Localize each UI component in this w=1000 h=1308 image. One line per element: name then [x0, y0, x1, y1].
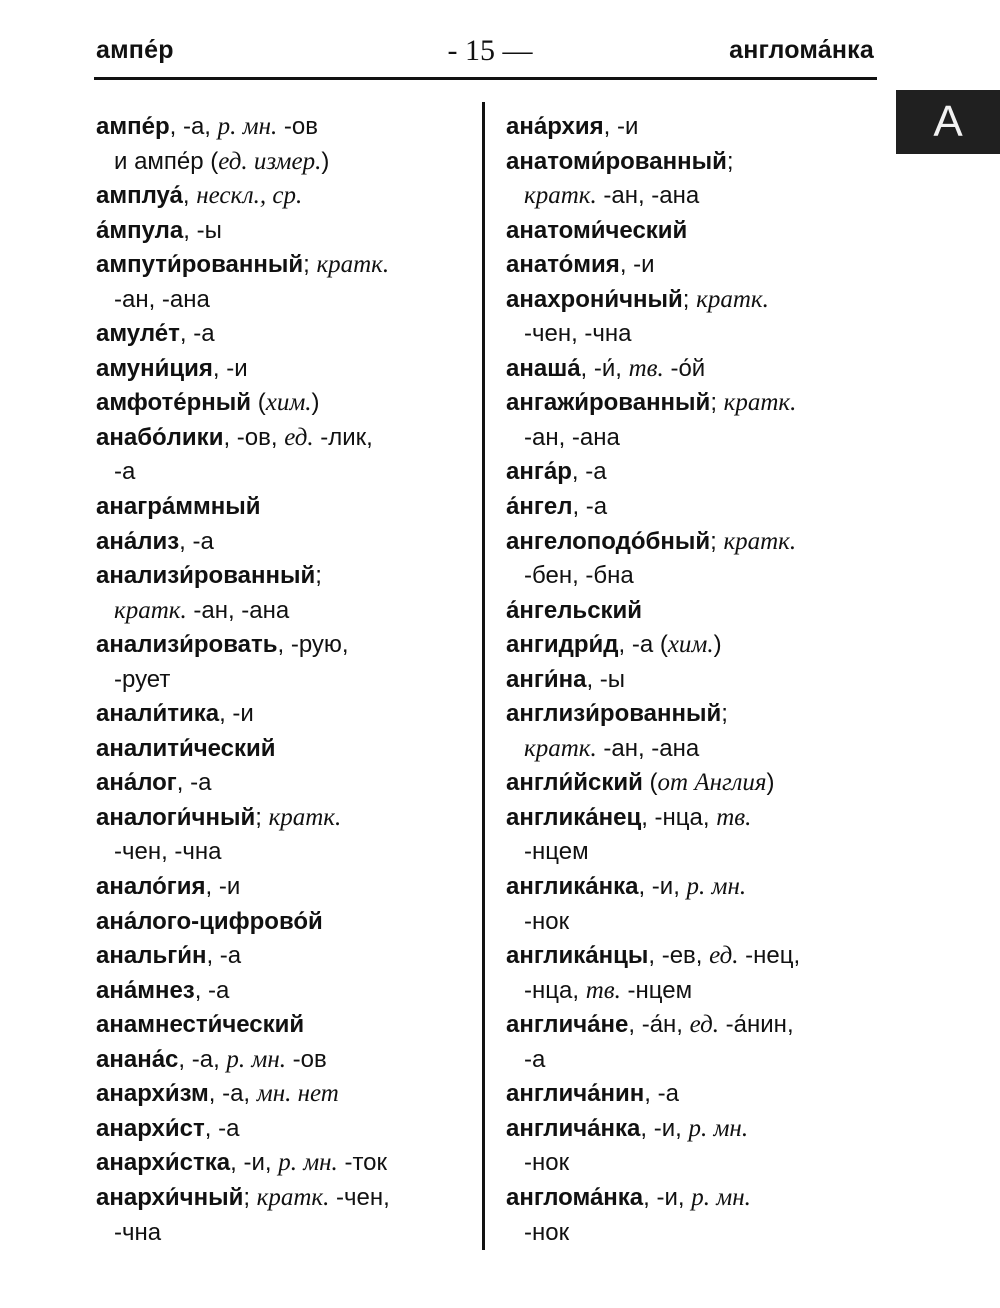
- entry-headword: амуни́ция: [96, 354, 213, 382]
- entry-text: ;: [243, 1183, 257, 1211]
- entry-label-italic: мн. нет: [256, 1080, 339, 1108]
- entry-headword: ангажи́рованный: [506, 389, 711, 417]
- entry-label-italic: р. мн.: [226, 1045, 287, 1073]
- entry-headword: анархи́стка: [96, 1149, 231, 1177]
- dictionary-entry: [96, 1112, 476, 1147]
- entry-continuation: [506, 179, 886, 214]
- entry-headword: анализи́рованный: [96, 562, 316, 590]
- entry-label-italic: кратк.: [268, 803, 342, 831]
- entry-text: , -а,: [208, 1080, 257, 1108]
- entry-text: -нец,: [738, 942, 801, 970]
- entry-headword: ампе́р: [96, 113, 170, 140]
- entry-text: -чен,: [329, 1183, 390, 1211]
- entry-text: ;: [682, 285, 697, 313]
- dictionary-entry: [506, 939, 886, 974]
- entry-text: -ан, -ана: [114, 285, 210, 313]
- dictionary-entry: [506, 697, 886, 732]
- entry-continuation: [506, 905, 886, 940]
- entry-grammar: [230, 1149, 387, 1176]
- dictionary-entry: [506, 248, 886, 283]
- dictionary-entry: [96, 1077, 476, 1112]
- entry-text: (: [642, 769, 658, 797]
- entry-continuation: [96, 145, 476, 180]
- dictionary-entry: [96, 490, 476, 525]
- entry-text: ;: [710, 527, 724, 555]
- dictionary-entry: [96, 628, 476, 663]
- entry-text: , -и: [205, 873, 241, 901]
- dictionary-entry: [506, 455, 886, 490]
- entry-label-italic: тв.: [716, 803, 752, 831]
- entry-headword: анабо́лики: [96, 423, 224, 451]
- dictionary-entry: [96, 939, 476, 974]
- entry-grammar: [524, 908, 569, 935]
- entry-label-italic: ед.: [284, 423, 314, 451]
- dictionary-entry: [506, 1008, 886, 1043]
- entry-text: , -а: [571, 458, 607, 486]
- entry-grammar: [219, 700, 254, 727]
- entry-text: -нок: [524, 1149, 570, 1177]
- dictionary-entry: [96, 559, 476, 594]
- entry-label-italic: ед.: [709, 942, 739, 970]
- running-head-first-word: ампе́р: [96, 36, 174, 64]
- right-column: [506, 110, 886, 1250]
- entry-label-italic: кратк.: [316, 251, 390, 279]
- entry-label-italic: кратк.: [524, 734, 597, 762]
- entry-label-italic: тв.: [585, 976, 621, 1004]
- entry-headword: амуле́т: [96, 320, 180, 348]
- entry-text: -а: [114, 458, 136, 486]
- entry-text: , -а́н,: [628, 1011, 690, 1039]
- entry-grammar: [524, 1046, 545, 1073]
- entry-text: ;: [255, 803, 269, 831]
- entry-label-italic: ед.: [689, 1011, 720, 1039]
- entry-label-italic: р. мн.: [217, 113, 278, 140]
- entry-grammar: [524, 1149, 569, 1176]
- dictionary-entry: [506, 801, 886, 836]
- entry-headword: анали́тика: [96, 700, 220, 728]
- entry-text: -нцем: [620, 976, 693, 1004]
- entry-text: , -а,: [178, 1045, 227, 1073]
- entry-grammar: [524, 424, 620, 451]
- entry-text: , -а: [572, 493, 608, 521]
- entry-text: , -и: [212, 354, 248, 382]
- entry-grammar: [178, 1046, 326, 1073]
- entry-text: -а: [524, 1045, 546, 1073]
- entry-text: , -а,: [169, 113, 218, 140]
- entry-text: -чен, -чна: [524, 320, 632, 348]
- entry-grammar: [524, 977, 692, 1004]
- dictionary-entry: [96, 732, 476, 767]
- entry-headword: анахрони́чный: [506, 285, 683, 313]
- dictionary-entry: [506, 214, 886, 249]
- entry-grammar: [524, 735, 699, 762]
- entry-text: , -ы: [183, 216, 222, 244]
- dictionary-entry: [96, 248, 476, 283]
- entry-headword: анато́мия: [506, 251, 620, 279]
- entry-grammar: [618, 631, 721, 658]
- entry-text: -бен, -бна: [524, 562, 634, 590]
- page-number-dash-right: —: [502, 34, 533, 67]
- entry-grammar: [114, 838, 222, 865]
- entry-text: , -а: [204, 1114, 240, 1142]
- dictionary-entry: [506, 283, 886, 318]
- entry-text: -ток: [337, 1149, 388, 1177]
- entry-grammar: [721, 700, 728, 727]
- dictionary-entry: [96, 179, 476, 214]
- entry-grammar: [278, 631, 349, 658]
- column-divider: [482, 102, 485, 1250]
- entry-headword: ампути́рованный: [96, 251, 304, 279]
- dictionary-entry: [506, 1112, 886, 1147]
- entry-headword: амплуа́: [96, 182, 183, 210]
- entry-grammar: [628, 1011, 793, 1038]
- entry-text: , -и,: [638, 873, 687, 901]
- entry-grammar: [205, 1115, 240, 1142]
- dictionary-entry: [96, 801, 476, 836]
- entry-continuation: [96, 283, 476, 318]
- entry-continuation: [96, 835, 476, 870]
- entry-grammar: [710, 528, 796, 555]
- entry-label-italic: кратк.: [723, 527, 797, 555]
- entry-text: -рует: [114, 665, 171, 693]
- entry-label-italic: нескл., ср.: [196, 182, 303, 210]
- dictionary-entry: [96, 870, 476, 905]
- entry-text: , -а: [194, 976, 230, 1004]
- entry-text: -нок: [524, 1218, 570, 1246]
- entry-grammar: [604, 113, 639, 140]
- entry-grammar: [638, 873, 746, 900]
- dictionary-entry: [506, 594, 886, 629]
- entry-grammar: [114, 666, 170, 693]
- entry-headword: а́нгел: [506, 493, 573, 521]
- entry-headword: ана́лого-цифрово́й: [96, 907, 323, 935]
- entry-headword: ана́мнез: [96, 976, 195, 1004]
- entry-headword: анатоми́ческий: [506, 216, 688, 244]
- dictionary-entry: [96, 317, 476, 352]
- dictionary-entry: [96, 214, 476, 249]
- entry-label-italic: кратк.: [696, 285, 769, 313]
- header-rule: [94, 77, 877, 80]
- entry-text: , -и,: [230, 1149, 279, 1177]
- entry-grammar: [114, 1219, 161, 1246]
- entry-text: , -и: [603, 113, 639, 140]
- entry-headword: а́мпула: [96, 216, 184, 244]
- entry-headword: анагра́ммный: [96, 493, 261, 521]
- entry-text: -нок: [524, 907, 570, 935]
- entry-text: ): [713, 631, 722, 659]
- entry-label-italic: хим.: [667, 631, 714, 659]
- entry-grammar: [183, 217, 222, 244]
- entry-label-italic: тв.: [628, 354, 664, 382]
- entry-text: ;: [303, 251, 317, 279]
- entry-headword: ана́лиз: [96, 527, 180, 555]
- dictionary-entry: [96, 766, 476, 801]
- entry-label-italic: от Англия: [657, 769, 767, 797]
- entry-continuation: [506, 974, 886, 1009]
- entry-text: ,: [182, 182, 197, 210]
- entry-text: и ампе́р (: [114, 147, 219, 175]
- entry-continuation: [506, 317, 886, 352]
- entry-text: , -и: [619, 251, 655, 279]
- entry-grammar: [572, 458, 607, 485]
- dictionary-entry: [96, 974, 476, 1009]
- entry-grammar: [303, 251, 389, 278]
- entry-text: ): [766, 769, 775, 797]
- entry-grammar: [586, 666, 625, 693]
- entry-text: , -ы: [586, 665, 626, 693]
- entry-grammar: [114, 286, 210, 313]
- dictionary-entry: [96, 421, 476, 456]
- entry-continuation: [96, 594, 476, 629]
- entry-label-italic: р. мн.: [278, 1149, 338, 1177]
- entry-label-italic: р. мн.: [691, 1183, 751, 1211]
- entry-grammar: [251, 389, 319, 416]
- entry-headword: ана́рхия: [506, 113, 604, 140]
- entry-continuation: [506, 835, 886, 870]
- dictionary-entry: [506, 766, 886, 801]
- entry-grammar: [114, 597, 289, 624]
- entry-text: ;: [315, 562, 322, 590]
- entry-text: -нца,: [524, 976, 586, 1004]
- entry-label-italic: кратк.: [524, 182, 597, 210]
- entry-label-italic: хим.: [265, 389, 312, 417]
- entry-grammar: [179, 528, 214, 555]
- entry-grammar: [114, 458, 135, 485]
- entry-grammar: [243, 1184, 389, 1211]
- dictionary-entry: [506, 386, 886, 421]
- entry-headword: аналоги́чный: [96, 803, 256, 831]
- entry-headword: анги́на: [506, 665, 587, 693]
- entry-text: -ан, -ана: [186, 596, 290, 624]
- entry-headword: англича́нин: [506, 1080, 645, 1108]
- entry-grammar: [643, 1184, 751, 1211]
- entry-continuation: [506, 1146, 886, 1181]
- entry-continuation: [96, 455, 476, 490]
- dictionary-entry: [96, 1008, 476, 1043]
- dictionary-entry: [506, 145, 886, 180]
- entry-headword: ангелоподо́бный: [506, 527, 711, 555]
- dictionary-entry: [96, 697, 476, 732]
- entry-grammar: [524, 562, 634, 589]
- entry-text: ;: [710, 389, 724, 417]
- entry-grammar: [727, 148, 734, 175]
- page-number-dash-left: ‐: [447, 34, 458, 67]
- entry-grammar: [524, 182, 699, 209]
- dictionary-entry: [506, 1077, 886, 1112]
- entry-text: -о́й: [663, 354, 706, 382]
- entry-headword: а́нгельский: [506, 596, 643, 624]
- entry-text: , -и,: [643, 1183, 692, 1211]
- entry-grammar: [640, 1115, 748, 1142]
- entry-headword: анаша́: [506, 354, 581, 382]
- entry-text: -ов: [277, 113, 318, 140]
- entry-headword: англизи́рованный: [506, 700, 722, 728]
- page-number: [420, 34, 560, 68]
- entry-grammar: [255, 804, 341, 831]
- entry-grammar: [183, 182, 302, 209]
- entry-continuation: [506, 732, 886, 767]
- entry-continuation: [506, 421, 886, 456]
- left-column: [96, 110, 476, 1250]
- entry-grammar: [177, 769, 212, 796]
- entry-headword: англича́нка: [506, 1114, 641, 1142]
- entry-headword: анамнести́ческий: [96, 1011, 305, 1039]
- dictionary-entry: [506, 110, 886, 145]
- entry-text: (: [251, 389, 266, 417]
- dictionary-entry: [96, 110, 476, 145]
- dictionary-entry: [506, 870, 886, 905]
- entry-text: -лик,: [313, 423, 373, 451]
- dictionary-entry: [96, 905, 476, 940]
- entry-grammar: [641, 804, 751, 831]
- entry-headword: анга́р: [506, 458, 572, 486]
- dictionary-entry: [506, 628, 886, 663]
- entry-grammar: [620, 251, 655, 278]
- entry-text: , -и: [219, 700, 254, 728]
- dictionary-entry: [96, 1181, 476, 1216]
- entry-continuation: [506, 1043, 886, 1078]
- entry-headword: англика́нцы: [506, 942, 649, 970]
- entry-label-italic: кратк.: [114, 596, 187, 624]
- entry-text: ;: [726, 147, 734, 175]
- entry-headword: анало́гия: [96, 873, 206, 901]
- dictionary-entry: [96, 525, 476, 560]
- entry-text: , -а: [644, 1080, 679, 1108]
- entry-grammar: [213, 355, 248, 382]
- dictionary-entry: [506, 525, 886, 560]
- entry-text: -а́нин,: [719, 1011, 794, 1039]
- dictionary-entry: [96, 352, 476, 387]
- entry-grammar: [648, 942, 800, 969]
- entry-text: -чна: [114, 1218, 162, 1246]
- entry-grammar: [315, 562, 322, 589]
- entry-label-italic: кратк.: [723, 389, 797, 417]
- entry-text: , -нца,: [641, 803, 717, 831]
- entry-text: , -а (: [618, 631, 668, 659]
- entry-grammar: [524, 1219, 569, 1246]
- entry-grammar: [644, 1080, 679, 1107]
- dictionary-entry: [96, 386, 476, 421]
- entry-grammar: [170, 113, 318, 140]
- entry-headword: анархи́чный: [96, 1183, 244, 1211]
- entry-text: , -рую,: [277, 631, 349, 659]
- entry-text: -чен, -чна: [114, 838, 222, 866]
- entry-headword: англика́нка: [506, 873, 639, 901]
- entry-continuation: [506, 1216, 886, 1251]
- entry-grammar: [223, 424, 372, 451]
- page-number-value: 15: [465, 34, 495, 67]
- entry-text: , -и́,: [580, 354, 629, 382]
- entry-grammar: [180, 320, 215, 347]
- entry-label-italic: р. мн.: [686, 873, 747, 901]
- entry-text: , -а: [179, 527, 214, 555]
- entry-headword: амфоте́рный: [96, 389, 252, 417]
- entry-headword: анархи́зм: [96, 1080, 209, 1108]
- running-head-last-word: англома́нка: [729, 36, 874, 64]
- dictionary-entry: [506, 490, 886, 525]
- entry-text: -нцем: [524, 838, 589, 866]
- entry-headword: англика́нец: [506, 803, 642, 831]
- dictionary-entry: [96, 1043, 476, 1078]
- entry-text: -ан, -ана: [596, 182, 700, 210]
- entry-label-italic: кратк.: [256, 1183, 330, 1211]
- entry-grammar: [643, 769, 775, 796]
- entry-grammar: [581, 355, 706, 382]
- dictionary-entry: [506, 663, 886, 698]
- entry-text: ;: [721, 700, 728, 728]
- entry-text: , -и,: [640, 1114, 689, 1142]
- entry-label-italic: ед. измер.: [218, 147, 322, 175]
- entry-text: ): [311, 389, 320, 417]
- entry-continuation: [506, 559, 886, 594]
- entry-grammar: [683, 286, 769, 313]
- entry-text: , -ов,: [223, 423, 285, 451]
- entry-headword: ана́лог: [96, 769, 177, 797]
- dictionary-entry: [506, 352, 886, 387]
- entry-headword: англи́йский: [506, 769, 643, 797]
- entry-headword: англома́нка: [506, 1183, 644, 1211]
- entry-label-italic: р. мн.: [688, 1114, 749, 1142]
- entry-continuation: [96, 663, 476, 698]
- entry-text: , -а: [179, 320, 215, 348]
- entry-text: -ан, -ана: [524, 423, 620, 451]
- thumb-index-letter: А: [933, 97, 963, 146]
- entry-grammar: [524, 838, 589, 865]
- entry-headword: ангидри́д: [506, 631, 619, 659]
- entry-headword: анана́с: [96, 1045, 179, 1073]
- entry-grammar: [195, 977, 230, 1004]
- entry-grammar: [206, 873, 241, 900]
- thumb-index-tab: [896, 90, 1000, 154]
- entry-headword: аналити́ческий: [96, 734, 276, 762]
- entry-grammar: [524, 320, 632, 347]
- entry-grammar: [209, 1080, 339, 1107]
- entry-headword: анализи́ровать: [96, 631, 278, 659]
- entry-text: ): [321, 147, 330, 175]
- entry-text: -ан, -ана: [596, 734, 700, 762]
- dictionary-entry: [96, 1146, 476, 1181]
- entry-grammar: [206, 942, 241, 969]
- entry-continuation: [96, 1216, 476, 1251]
- entry-grammar: [114, 148, 329, 175]
- entry-text: -ов: [286, 1045, 327, 1073]
- entry-headword: англича́не: [506, 1011, 629, 1039]
- entry-text: , -а: [206, 942, 242, 970]
- entry-text: , -ев,: [648, 942, 710, 970]
- entry-grammar: [710, 389, 796, 416]
- dictionary-entry: [506, 1181, 886, 1216]
- entry-headword: анатоми́рованный: [506, 147, 727, 175]
- entry-grammar: [572, 493, 607, 520]
- entry-headword: анархи́ст: [96, 1114, 205, 1142]
- entry-headword: анальги́н: [96, 942, 207, 970]
- entry-text: , -а: [176, 769, 212, 797]
